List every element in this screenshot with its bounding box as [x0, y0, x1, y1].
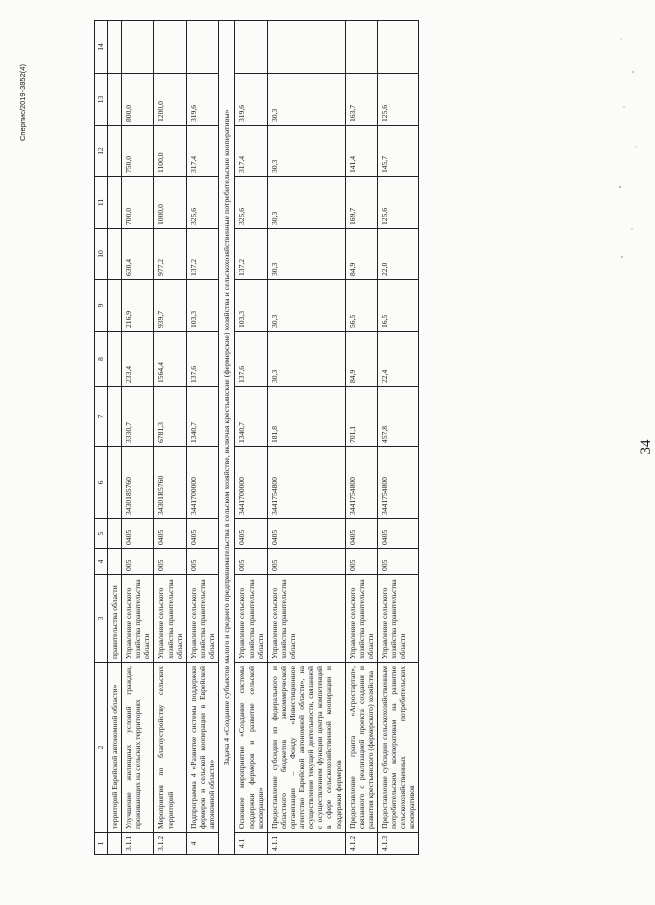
table-cell: 145,7: [377, 126, 418, 177]
table-cell: [186, 21, 218, 74]
row-number: 4.1.1: [267, 833, 345, 855]
table-cell: [108, 549, 122, 575]
responsible-executor: правительства области: [108, 575, 122, 663]
header-cell: 2: [95, 663, 108, 833]
table-cell: 005: [186, 549, 218, 575]
row-number: [108, 833, 122, 855]
table-row: [267, 21, 345, 855]
table-cell: 800,0: [122, 74, 154, 126]
table-cell: 0405: [377, 519, 418, 549]
table-row: [108, 21, 122, 855]
table-cell: 325,6: [186, 177, 218, 229]
table-cell: [108, 447, 122, 519]
table-cell: 005: [345, 549, 377, 575]
table-cell: 125,6: [377, 177, 418, 229]
table-cell: 30,3: [267, 126, 345, 177]
responsible-executor: Управление сельского хозяйства правительства области: [345, 575, 377, 663]
table-cell: 1340,7: [186, 387, 218, 447]
measure-name: Предоставление субсидии сельскохозяйственным потребительским кооперативам на развитие сельскохозяйственных потребительских кооперативов: [377, 663, 418, 833]
table-cell: 1000,0: [154, 177, 186, 229]
row-number: 3.1.2: [154, 833, 186, 855]
header-cell: 12: [95, 126, 108, 177]
table-cell: 137,2: [235, 229, 267, 280]
table-cell: 84,9: [345, 229, 377, 280]
table-cell: 103,3: [186, 280, 218, 332]
table-cell: 181,8: [267, 387, 345, 447]
table-cell: 6781,3: [154, 387, 186, 447]
responsible-executor: Управление сельского хозяйства правительства области: [235, 575, 267, 663]
table-cell: 0405: [345, 519, 377, 549]
measure-name: Улучшение жилищных условий граждан, проживающих на сельских территориях: [122, 663, 154, 833]
header-cell: 5: [95, 519, 108, 549]
table-cell: [108, 332, 122, 387]
table-cell: 34301R5760: [154, 447, 186, 519]
table-cell: 30,3: [267, 229, 345, 280]
row-number: 4.1.2: [345, 833, 377, 855]
responsible-executor: Управление сельского хозяйства правительства области: [122, 575, 154, 663]
header-cell: 13: [95, 74, 108, 126]
measure-name: Основное мероприятие «Создание системы поддержки фермеров и развитие сельской кооперации»: [235, 663, 267, 833]
table-cell: [154, 21, 186, 74]
header-cell: 1: [95, 833, 108, 855]
table-cell: 125,6: [377, 74, 418, 126]
table-cell: 163,7: [345, 74, 377, 126]
table-cell: 1340,7: [235, 387, 267, 447]
row-number: 4.1.3: [377, 833, 418, 855]
table-cell: 939,7: [154, 280, 186, 332]
table-cell: 630,4: [122, 229, 154, 280]
table-cell: [108, 387, 122, 447]
table-cell: [108, 280, 122, 332]
table-cell: 1564,4: [154, 332, 186, 387]
table-cell: 700,0: [122, 177, 154, 229]
table-row: [235, 21, 267, 855]
table-cell: [108, 126, 122, 177]
table-cell: 16,5: [377, 280, 418, 332]
table-cell: 84,9: [345, 332, 377, 387]
table-cell: 0405: [186, 519, 218, 549]
table-cell: [377, 21, 418, 74]
table-cell: 701,1: [345, 387, 377, 447]
table-cell: 3441700000: [235, 447, 267, 519]
measure-name: Подпрограмма 4 «Развитие системы поддержки фермеров и сельской кооперации в Еврейской автономной области»: [186, 663, 218, 833]
table-cell: 169,7: [345, 177, 377, 229]
table-cell: [108, 229, 122, 280]
table-cell: 457,8: [377, 387, 418, 447]
table-cell: [122, 21, 154, 74]
header-cell: 10: [95, 229, 108, 280]
table-cell: 319,6: [186, 74, 218, 126]
table-cell: 1200,0: [154, 74, 186, 126]
table-cell: 30,3: [267, 74, 345, 126]
responsible-executor: Управление сельского хозяйства правительства области: [186, 575, 218, 663]
table-cell: 0405: [235, 519, 267, 549]
table-cell: 750,0: [122, 126, 154, 177]
table-cell: 325,6: [235, 177, 267, 229]
table-cell: 3441754800: [377, 447, 418, 519]
table-cell: 3441754800: [345, 447, 377, 519]
table-cell: 3430185760: [122, 447, 154, 519]
table-cell: [108, 177, 122, 229]
responsible-executor: Управление сельского хозяйства правительства области: [154, 575, 186, 663]
header-cell: 6: [95, 447, 108, 519]
scan-noise-decoration: [614, 17, 644, 277]
landscape-content: [18, 17, 654, 877]
row-number: 4.1: [235, 833, 267, 855]
table-cell: [345, 21, 377, 74]
table-cell: 30,3: [267, 280, 345, 332]
table-cell: 137,2: [186, 229, 218, 280]
document-code: Сперпис/2019-3852(4): [18, 64, 27, 141]
table-cell: 317,4: [235, 126, 267, 177]
responsible-executor: Управление сельского хозяйства правительства области: [267, 575, 345, 663]
table-cell: 137,6: [186, 332, 218, 387]
table-cell: 005: [122, 549, 154, 575]
task-heading: Задача 4 «Создание субъектов малого и среднего предпринимательства в сельском хозяйстве, включая крестьянские (фермерские) хозяйства и сельскохозяйственные потребительские кооперативы»: [219, 21, 235, 855]
table-cell: 005: [235, 549, 267, 575]
table-cell: 0405: [154, 519, 186, 549]
table-cell: [108, 21, 122, 74]
table-cell: 22,4: [377, 332, 418, 387]
table-cell: 30,3: [267, 332, 345, 387]
table-cell: 3441700000: [186, 447, 218, 519]
table-cell: [267, 21, 345, 74]
measure-name: Предоставление гранта «Агростартап», связанного с реализацией проекта создания и развития крестьянского (фермерского) хозяйства: [345, 663, 377, 833]
table-cell: 977,2: [154, 229, 186, 280]
table-cell: 216,9: [122, 280, 154, 332]
page-number: 34: [638, 439, 654, 455]
header-cell: 7: [95, 387, 108, 447]
header-cell: 14: [95, 21, 108, 74]
table-cell: 3441754800: [267, 447, 345, 519]
header-cell: 8: [95, 332, 108, 387]
table-row: [345, 21, 377, 855]
header-row: [95, 21, 108, 855]
table-row: [122, 21, 154, 855]
header-cell: 9: [95, 280, 108, 332]
table-cell: 317,4: [186, 126, 218, 177]
table-cell: 141,4: [345, 126, 377, 177]
header-cell: 4: [95, 549, 108, 575]
table-cell: 0405: [122, 519, 154, 549]
table-cell: 319,6: [235, 74, 267, 126]
table-cell: 005: [267, 549, 345, 575]
table-cell: 22,0: [377, 229, 418, 280]
task-heading-row: [219, 21, 235, 855]
row-number: 3.1.1: [122, 833, 154, 855]
budget-table: [94, 20, 419, 855]
table-cell: [108, 519, 122, 549]
responsible-executor: Управление сельского хозяйства правительства области: [377, 575, 418, 663]
table-cell: 005: [154, 549, 186, 575]
table-cell: 3330,7: [122, 387, 154, 447]
table-cell: 005: [377, 549, 418, 575]
table-cell: [235, 21, 267, 74]
table-row: [377, 21, 418, 855]
table-cell: 137,6: [235, 332, 267, 387]
table-cell: 0405: [267, 519, 345, 549]
table-cell: 56,5: [345, 280, 377, 332]
header-cell: 11: [95, 177, 108, 229]
header-cell: 3: [95, 575, 108, 663]
table-row: [154, 21, 186, 855]
row-number: 4: [186, 833, 218, 855]
measure-name: Предоставление субсидии из федерального и областного бюджетов некоммерческой организации – Фонду «Инвестиционное агентство Еврейской автономной области», на осуществление текущей деятельности, связанной с осуществлением функции центра компетенций в сфере сельскохозяйственной кооперации и поддержки фермеров: [267, 663, 345, 833]
table-cell: 30,3: [267, 177, 345, 229]
measure-name: Мероприятия по благоустройству сельских территорий: [154, 663, 186, 833]
table-cell: 1100,0: [154, 126, 186, 177]
measure-name: территорий Еврейской автономной области»: [108, 663, 122, 833]
table-cell: [108, 74, 122, 126]
table-cell: 233,4: [122, 332, 154, 387]
table-row: [186, 21, 218, 855]
table-cell: 103,3: [235, 280, 267, 332]
